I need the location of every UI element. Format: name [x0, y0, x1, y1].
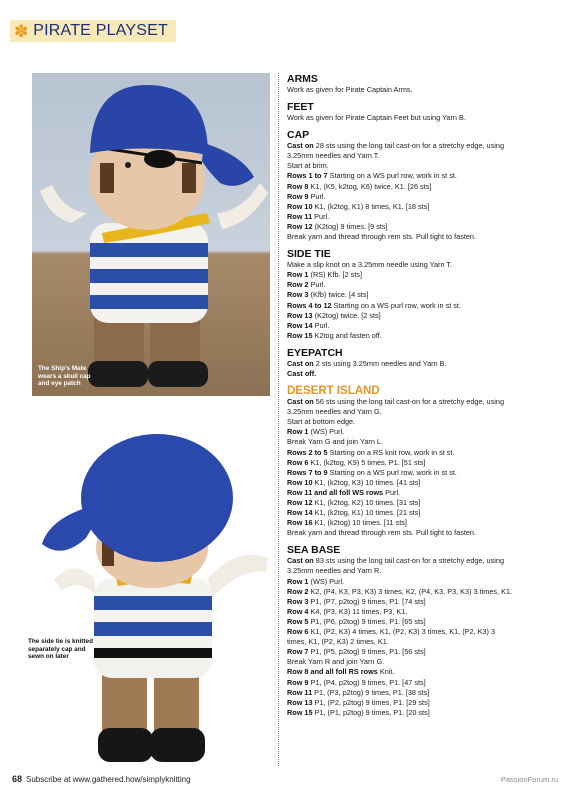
section-heading: FEET: [287, 101, 314, 114]
instruction-label: Row 8: [287, 181, 309, 191]
instruction-line: [287, 528, 557, 538]
instruction-text: 83 sts using the long tail cast-on for a stretchy edge, using: [313, 556, 504, 566]
instruction-label: Row 1: [287, 270, 309, 280]
instruction-label: Rows 7 to 9: [287, 467, 328, 477]
instruction-text: 3.25mm needles and Yarn T.: [287, 151, 380, 161]
instruction-line: [287, 667, 557, 677]
instruction-line: [287, 478, 557, 488]
instruction-line: [287, 151, 557, 161]
instruction-text: 2 sts using 3.25mm needles and Yarn B.: [313, 358, 447, 368]
instruction-line: [287, 688, 557, 698]
instruction-label: Cast on: [287, 397, 314, 407]
instruction-label: Row 2: [287, 586, 309, 596]
section-header: [10, 20, 176, 42]
instruction-text: Starting on a WS purl row, work in st st.: [327, 171, 457, 181]
instruction-label: Row 15: [287, 707, 313, 717]
instruction-line: [287, 280, 557, 290]
instruction-line: [287, 369, 557, 379]
instruction-text: Purl.: [308, 191, 326, 201]
instruction-label: Row 9: [287, 191, 309, 201]
instruction-line: [287, 556, 557, 566]
instruction-text: K2, (P4, K3, P3, K3) 3 times, K2, (P4, K3, P3, K3) 3 times, K1.: [308, 586, 513, 596]
instruction-line: [287, 260, 557, 270]
instruction-line: [287, 566, 557, 576]
instruction-label: Row 10: [287, 201, 313, 211]
instruction-line: [287, 222, 557, 232]
instruction-line: [287, 171, 557, 181]
instruction-text: Starting on a WS purl row, work in st st.: [331, 300, 461, 310]
instruction-label: Row 14: [287, 508, 313, 518]
page-footer: [12, 774, 191, 784]
instruction-text: (K2tog) 9 times. [9 sts]: [312, 221, 388, 231]
instruction-label: Row 12: [287, 498, 313, 507]
instruction-text: times, K1, (P2, K3) 2 times, K1.: [287, 637, 389, 647]
instruction-line: [287, 498, 557, 508]
instruction-line: [287, 192, 557, 202]
section-heading: DESERT ISLAND: [287, 385, 380, 398]
instruction-line: [287, 202, 557, 212]
instruction-line: [287, 407, 557, 417]
instruction-text: 3.25mm needles and Yarn R.: [287, 566, 382, 576]
instruction-label: Row 1: [287, 576, 309, 586]
page-number: 68: [12, 774, 23, 784]
photo-side-view: [32, 428, 270, 778]
instruction-line: [287, 458, 557, 468]
instruction-line: [287, 417, 557, 427]
instruction-label: Rows 1 to 7: [287, 171, 328, 181]
instruction-text: P1, (P5, p2tog) 9 times, P1. [56 sts]: [308, 647, 426, 657]
instruction-label: Cast on: [287, 556, 314, 566]
instruction-line: [287, 448, 557, 458]
instruction-label: Row 3: [287, 290, 309, 300]
instruction-text: Purl.: [312, 320, 330, 330]
instruction-label: Row 13: [287, 697, 313, 707]
instruction-line: [287, 518, 557, 528]
instruction-line: [287, 708, 557, 718]
instruction-text: P1, (P3, p2tog) 9 times, P1. [38 sts]: [312, 687, 430, 697]
instruction-text: Work as given for Pirate Captain Feet but using Yarn B.: [287, 113, 466, 123]
instruction-text: Break Yarn R and join Yarn G.: [287, 657, 385, 667]
instruction-text: Break yarn and thread through rem sts. Pull tight to fasten.: [287, 528, 477, 538]
instruction-text: 3.25mm needles and Yarn G.: [287, 407, 382, 417]
instruction-text: 56 sts using the long tail cast-on for a stretchy edge, using: [313, 397, 504, 407]
instruction-text: 28 sts using the long tail cast-on for a stretchy edge, using: [313, 141, 504, 151]
instruction-text: P1, (P1, p2tog) 9 times, P1. [20 sts]: [312, 707, 430, 717]
instruction-line: [287, 359, 557, 369]
instruction-label: Row 13: [287, 310, 313, 320]
instruction-text: Purl.: [383, 487, 401, 497]
instruction-line: [287, 617, 557, 627]
instruction-label: Row 11 and all foll WS rows: [287, 487, 384, 497]
instruction-line: [287, 311, 557, 321]
instruction-text: K1, (k2tog, K3) 10 times. [41 sts]: [312, 477, 421, 487]
instruction-text: P1, (P2, p2tog) 9 times, P1. [29 sts]: [312, 697, 430, 707]
instruction-line: [287, 141, 557, 151]
instruction-text: Break Yarn G and join Yarn L.: [287, 437, 383, 447]
instruction-line: [287, 437, 557, 447]
instruction-label: Row 4: [287, 606, 309, 616]
instruction-line: [287, 397, 557, 407]
instruction-text: P1, (P6, p2tog) 9 times, P1. [65 sts]: [308, 616, 426, 626]
instruction-line: [287, 468, 557, 478]
instruction-text: (RS) Kfb. [2 sts]: [308, 270, 363, 280]
instruction-line: [287, 85, 557, 95]
instruction-label: Rows 2 to 5: [287, 447, 328, 457]
instruction-label: Rows 4 to 12: [287, 300, 332, 310]
section-heading: SIDE TIE: [287, 248, 331, 261]
instruction-text: P1, (P4, p2tog) 9 times, P1. [47 sts]: [308, 677, 426, 687]
instruction-line: [287, 597, 557, 607]
instruction-label: Row 5: [287, 616, 309, 626]
section-title: PIRATE PLAYSET: [33, 22, 168, 39]
section-heading: ARMS: [287, 73, 318, 85]
instruction-text: Starting on a WS purl row, work in st st.: [327, 467, 457, 477]
instruction-text: Work as given for Pirate Captain Arms.: [287, 85, 413, 94]
doll-illustration-2: [32, 428, 270, 778]
instruction-text: K1, (K5, k2tog, K6) twice, K1. [26 sts]: [308, 181, 432, 191]
instruction-text: P1, (P7, p2tog) 9 times, P1. [74 sts]: [308, 596, 426, 606]
instruction-text: K1, (k2tog, K9) 5 times, P1. [51 sts]: [308, 457, 426, 467]
instruction-line: [287, 212, 557, 222]
instruction-label: Cast on: [287, 358, 314, 368]
instruction-text: Start at bottom edge.: [287, 417, 356, 427]
instruction-text: (Kfb) twice. [4 sts]: [308, 290, 369, 300]
instruction-label: Cast off.: [287, 368, 317, 378]
photo-caption-2: The side tie is knitted separately cap and sewn on later: [28, 638, 93, 661]
instruction-label: Row 14: [287, 320, 313, 330]
instruction-label: Row 10: [287, 477, 313, 487]
instruction-label: Row 1: [287, 427, 309, 437]
instruction-text: Starting on a RS knit row, work in st st.: [327, 447, 455, 457]
section-heading: EYEPATCH: [287, 346, 343, 359]
section-heading: SEA BASE: [287, 544, 341, 557]
instruction-text: K1, (k2tog) 10 times. [11 sts]: [312, 518, 407, 528]
instruction-line: [287, 301, 557, 311]
instruction-line: [287, 270, 557, 280]
instruction-line: [287, 577, 557, 587]
instruction-label: Row 7: [287, 647, 309, 657]
instruction-label: Row 15: [287, 330, 313, 340]
instruction-line: [287, 607, 557, 617]
instruction-text: K1, (k2tog, K1) 8 times, K1. [18 sts]: [312, 201, 430, 211]
instruction-text: K1, (k2tog, K1) 10 times. [21 sts]: [312, 508, 421, 518]
subscribe-text: Subscribe at www.gathered.how/simplyknitting: [26, 775, 191, 784]
instruction-text: K1, (P2, K3) 4 times, K1, (P2, K3) 3 times, K1, (P2, K3) 3: [308, 627, 496, 637]
instruction-line: [287, 113, 557, 123]
instruction-line: [287, 331, 557, 341]
instruction-text: (WS) Purl.: [308, 427, 345, 437]
instruction-label: Row 8 and all foll RS rows: [287, 667, 378, 677]
instruction-line: [287, 678, 557, 688]
instruction-text: Break yarn and thread through rem sts. Pull tight to fasten.: [287, 232, 477, 242]
section-heading: CAP: [287, 129, 310, 142]
instruction-label: Cast on: [287, 141, 314, 151]
instruction-line: [287, 427, 557, 437]
instruction-line: [287, 637, 557, 647]
instruction-text: Purl.: [312, 211, 330, 221]
instruction-text: (K2tog) twice. [2 sts]: [312, 310, 381, 320]
instruction-label: Row 3: [287, 596, 309, 606]
instruction-label: Row 11: [287, 687, 313, 697]
doll-illustration-1: [32, 73, 270, 396]
instruction-text: Make a slip knot on a 3.25mm needle using Yarn T.: [287, 260, 453, 270]
instruction-line: [287, 698, 557, 708]
instruction-text: K4, (P3, K3) 11 times, P3, K1.: [308, 606, 408, 616]
instruction-line: [287, 321, 557, 331]
instruction-text: Knit.: [377, 667, 395, 677]
photo-caption-1: The Ship's Mate wears a skull cap and eye patch: [38, 365, 91, 388]
instruction-line: [287, 182, 557, 192]
instruction-line: [287, 488, 557, 498]
instruction-label: Row 6: [287, 457, 309, 467]
instruction-text: K2tog and fasten off.: [312, 330, 382, 340]
instruction-line: [287, 508, 557, 518]
instruction-label: Row 12: [287, 221, 313, 231]
instruction-label: Row 11: [287, 211, 313, 221]
instruction-text: K1, (k2tog, K2) 10 times. [31 sts]: [312, 498, 421, 507]
instruction-line: [287, 587, 557, 597]
instruction-line: [287, 647, 557, 657]
instruction-text: Start at brim.: [287, 161, 329, 171]
instruction-line: [287, 627, 557, 637]
instruction-line: [287, 161, 557, 171]
instruction-label: Row 16: [287, 518, 313, 528]
column-divider: [278, 73, 279, 766]
watermark: PassionForum.ru: [500, 775, 558, 784]
instruction-label: Row 6: [287, 627, 309, 637]
instruction-line: [287, 657, 557, 667]
asterisk-flower-icon: ✽: [14, 21, 29, 41]
instruction-line: [287, 290, 557, 300]
instruction-line: [287, 232, 557, 242]
pattern-column: [287, 73, 557, 718]
photo-ships-mate: [32, 73, 270, 396]
instruction-label: Row 2: [287, 280, 309, 290]
instruction-text: Purl.: [308, 280, 326, 290]
instruction-text: (WS) Purl.: [308, 576, 345, 586]
instruction-label: Row 9: [287, 677, 309, 687]
